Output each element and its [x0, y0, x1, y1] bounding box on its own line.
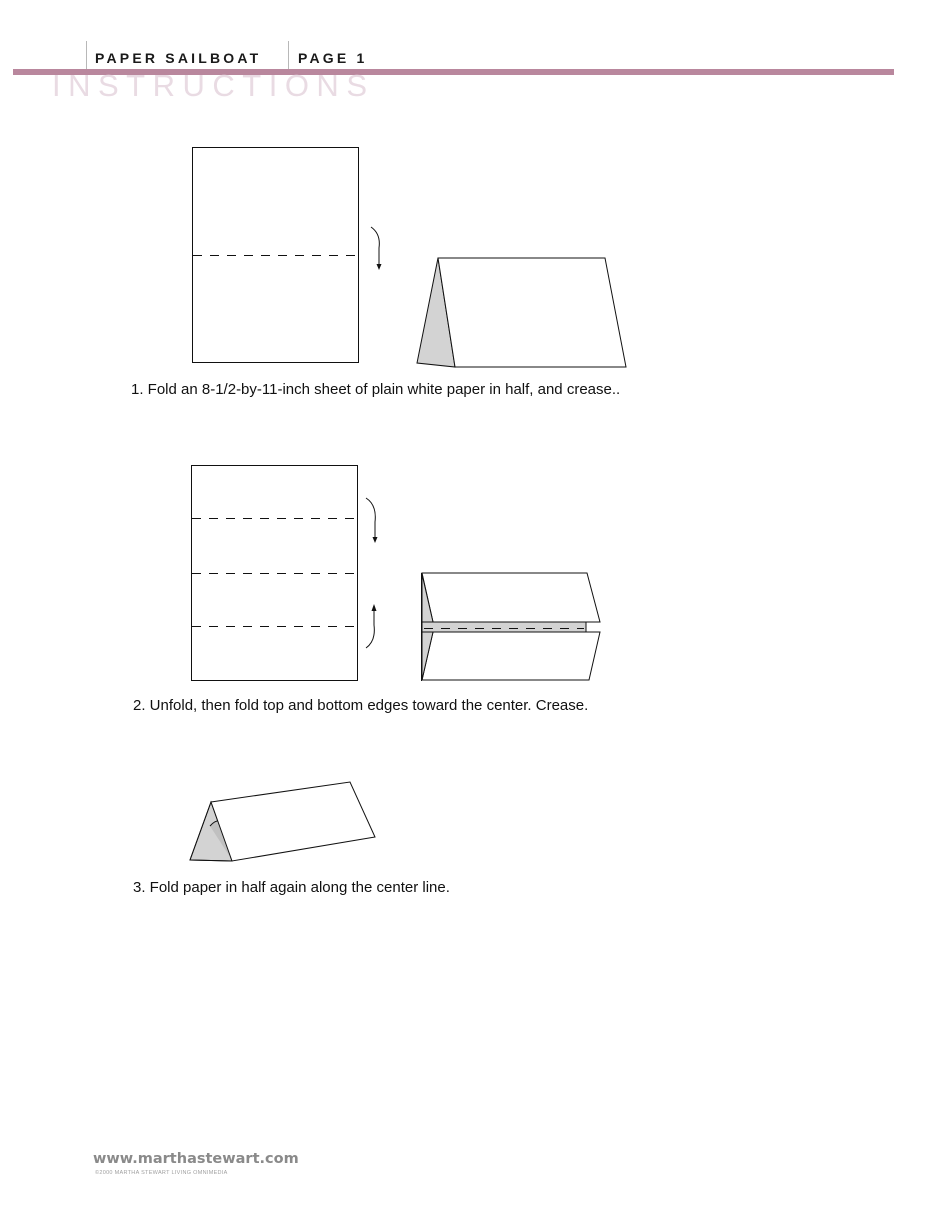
page-number: PAGE 1	[298, 50, 368, 66]
step-3-inner-flap	[210, 821, 232, 860]
header-divider-right	[288, 41, 289, 69]
step-1-arrowhead	[377, 264, 382, 270]
step-3-back-edge	[190, 802, 211, 860]
step-1-flat-sheet	[193, 148, 359, 363]
step-2-top-arrow	[366, 498, 375, 539]
step-1-caption: 1. Fold an 8-1/2-by-11-inch sheet of plain white paper in half, and crease..	[131, 381, 621, 398]
step-2-top-arrowhead	[373, 537, 378, 543]
footer-copyright: ©2000 MARTHA STEWART LIVING OMNIMEDIA	[95, 1170, 228, 1176]
step-3-bottom-edge	[190, 860, 232, 861]
header-divider-left	[86, 41, 87, 69]
step-3-back-shade	[190, 802, 232, 861]
step-1-folded-sheet	[438, 258, 626, 367]
step-2-bottom-arrow	[366, 609, 374, 648]
section-title: INSTRUCTIONS	[52, 68, 375, 103]
step-2-left-shade-bottom	[422, 632, 433, 680]
step-2-top-flap	[422, 573, 600, 622]
step-2-flat-sheet	[192, 466, 358, 681]
step-1-folded-back-flap	[417, 258, 455, 367]
step-3-caption: 3. Fold paper in half again along the center line.	[133, 879, 450, 896]
step-2-center-shade	[422, 574, 586, 632]
document-title: PAPER SAILBOAT	[95, 50, 262, 66]
footer-url[interactable]: www.marthastewart.com	[93, 1151, 299, 1167]
step-1-fold-arrow	[371, 227, 379, 266]
step-2-bottom-arrowhead	[372, 604, 377, 611]
step-2-left-shade-top	[422, 574, 433, 622]
step-2-caption: 2. Unfold, then fold top and bottom edges toward the center. Crease.	[133, 697, 589, 714]
step-3-folded-sheet	[211, 782, 375, 861]
step-2-bottom-flap	[422, 632, 600, 680]
